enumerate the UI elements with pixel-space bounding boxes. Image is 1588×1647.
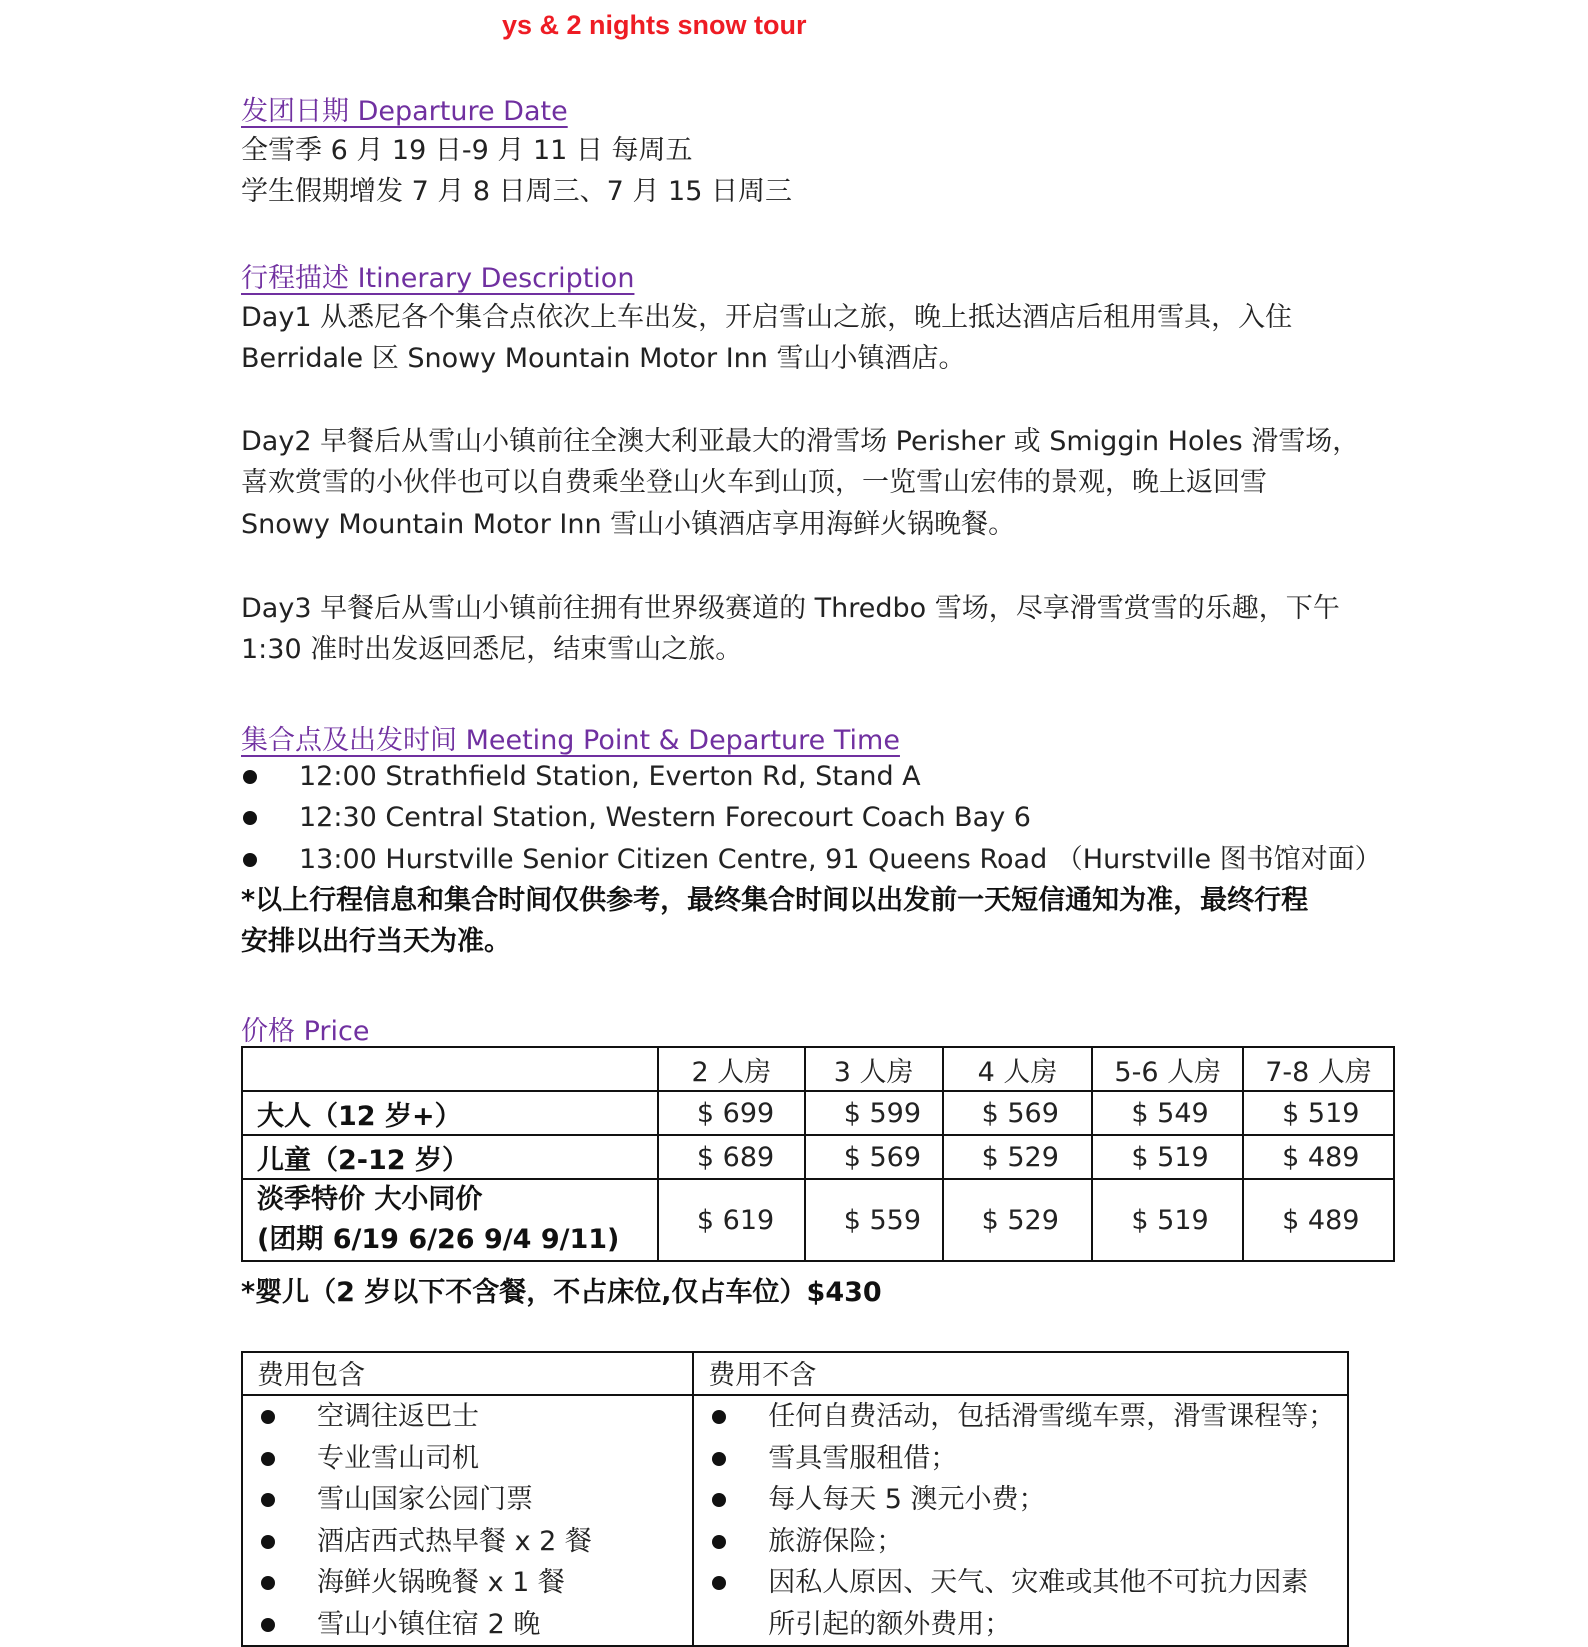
price-row-label: 儿童（2-12 岁） xyxy=(242,1135,658,1179)
meeting-point-1: 12:00 Strathfield Station, Everton Rd, Stand A xyxy=(299,761,921,792)
price-cell: $ 619 xyxy=(658,1179,805,1261)
offseason-dates: (团期 6/19 6/26 9/4 9/11) xyxy=(257,1224,620,1255)
list-item: 酒店西式热早餐 x 2 餐 xyxy=(243,1521,692,1563)
included-heading: 费用包含 xyxy=(242,1352,693,1395)
day3-line-1: Day3 早餐后从雪山小镇前往拥有世界级赛道的 Thredbo 雪场，尽享滑雪赏雪的乐趣，下午 xyxy=(241,593,1340,624)
day1-line-1: Day1 从悉尼各个集合点依次上车出发，开启雪山之旅，晚上抵达酒店后租用雪具，入住 xyxy=(241,302,1293,333)
price-cell: $ 559 xyxy=(805,1179,943,1261)
price-header-row xyxy=(242,1047,1394,1091)
price-corner-cell xyxy=(242,1047,658,1091)
list-item: 雪山国家公园门票 xyxy=(243,1479,692,1521)
excluded-cell xyxy=(693,1395,1348,1646)
departure-heading: 发团日期 Departure Date xyxy=(241,96,568,127)
price-col-header: 4 人房 xyxy=(943,1047,1093,1091)
price-cell: $ 689 xyxy=(658,1135,805,1179)
price-col-header: 7-8 人房 xyxy=(1243,1047,1394,1091)
price-heading: 价格 Price xyxy=(241,1016,370,1047)
fee-header-row xyxy=(242,1352,1348,1395)
itinerary-heading: 行程描述 Itinerary Description xyxy=(241,263,635,294)
price-cell: $ 489 xyxy=(1243,1179,1394,1261)
infant-note: *婴儿（2 岁以下不含餐，不占床位,仅占车位）$430 xyxy=(241,1277,882,1308)
meeting-note-2: 安排以出行当天为准。 xyxy=(241,926,511,957)
excluded-heading: 费用不含 xyxy=(693,1352,1348,1395)
price-row-offseason xyxy=(242,1179,1394,1261)
price-col-header: 3 人房 xyxy=(805,1047,943,1091)
price-row-adult xyxy=(242,1091,1394,1135)
list-item: 专业雪山司机 xyxy=(243,1438,692,1480)
bullet-icon xyxy=(243,853,257,867)
price-cell: $ 529 xyxy=(943,1135,1093,1179)
excluded-list xyxy=(694,1396,1347,1645)
price-cell: $ 699 xyxy=(658,1091,805,1135)
meeting-point-2: 12:30 Central Station, Western Forecourt Coach Bay 6 xyxy=(299,802,1031,833)
price-table xyxy=(241,1046,1395,1262)
list-item: 每人每天 5 澳元小费； xyxy=(694,1479,1347,1521)
price-cell: $ 549 xyxy=(1092,1091,1243,1135)
list-item-continuation: 所引起的额外费用； xyxy=(768,1608,1012,1640)
list-item: 空调往返巴士 xyxy=(243,1396,692,1438)
departure-line-2: 学生假期增发 7 月 8 日周三、7 月 15 日周三 xyxy=(241,176,792,207)
list-item: 雪山小镇住宿 2 晚 xyxy=(243,1604,692,1646)
price-cell: $ 569 xyxy=(805,1135,943,1179)
departure-line-1: 全雪季 6 月 19 日-9 月 11 日 每周五 xyxy=(241,135,693,166)
list-item: 任何自费活动，包括滑雪缆车票，滑雪课程等； xyxy=(694,1396,1347,1438)
included-cell xyxy=(242,1395,693,1646)
offseason-label: 淡季特价 大小同价 xyxy=(257,1184,483,1215)
price-row-child xyxy=(242,1135,1394,1179)
price-row-label xyxy=(242,1179,658,1261)
list-item: 旅游保险； xyxy=(694,1521,1347,1563)
bullet-icon xyxy=(243,770,257,784)
price-row-label: 大人（12 岁+） xyxy=(242,1091,658,1135)
meeting-heading: 集合点及出发时间 Meeting Point & Departure Time xyxy=(241,725,900,756)
list-item: 海鲜火锅晚餐 x 1 餐 xyxy=(243,1562,692,1604)
price-cell: $ 569 xyxy=(943,1091,1093,1135)
price-cell: $ 599 xyxy=(805,1091,943,1135)
day2-line-1: Day2 早餐后从雪山小镇前往全澳大利亚最大的滑雪场 Perisher 或 Smiggin Holes 滑雪场， xyxy=(241,426,1360,457)
meeting-note-1: *以上行程信息和集合时间仅供参考，最终集合时间以出发前一天短信通知为准，最终行程 xyxy=(241,885,1309,916)
price-cell: $ 519 xyxy=(1243,1091,1394,1135)
fee-table xyxy=(241,1351,1349,1647)
day3-line-2: 1:30 准时出发返回悉尼，结束雪山之旅。 xyxy=(241,634,743,665)
price-cell: $ 489 xyxy=(1243,1135,1394,1179)
page-title: ys & 2 nights snow tour xyxy=(502,10,807,40)
day2-line-3: Snowy Mountain Motor Inn 雪山小镇酒店享用海鲜火锅晚餐。 xyxy=(241,509,1016,540)
meeting-point-3: 13:00 Hurstville Senior Citizen Centre, 91 Queens Road （Hurstville 图书馆对面） xyxy=(299,844,1382,875)
price-col-header: 2 人房 xyxy=(658,1047,805,1091)
list-item: 雪具雪服租借； xyxy=(694,1438,1347,1480)
price-col-header: 5-6 人房 xyxy=(1092,1047,1243,1091)
fee-body-row xyxy=(242,1395,1348,1646)
day1-line-2: Berridale 区 Snowy Mountain Motor Inn 雪山小镇酒店。 xyxy=(241,343,966,374)
bullet-icon xyxy=(243,811,257,825)
price-cell: $ 519 xyxy=(1092,1135,1243,1179)
list-item: 因私人原因、天气、灾难或其他不可抗力因素 xyxy=(694,1562,1347,1604)
price-cell: $ 529 xyxy=(943,1179,1093,1261)
day2-line-2: 喜欢赏雪的小伙伴也可以自费乘坐登山火车到山顶，一览雪山宏伟的景观，晚上返回雪 xyxy=(241,467,1267,498)
price-cell: $ 519 xyxy=(1092,1179,1243,1261)
included-list xyxy=(243,1396,692,1645)
